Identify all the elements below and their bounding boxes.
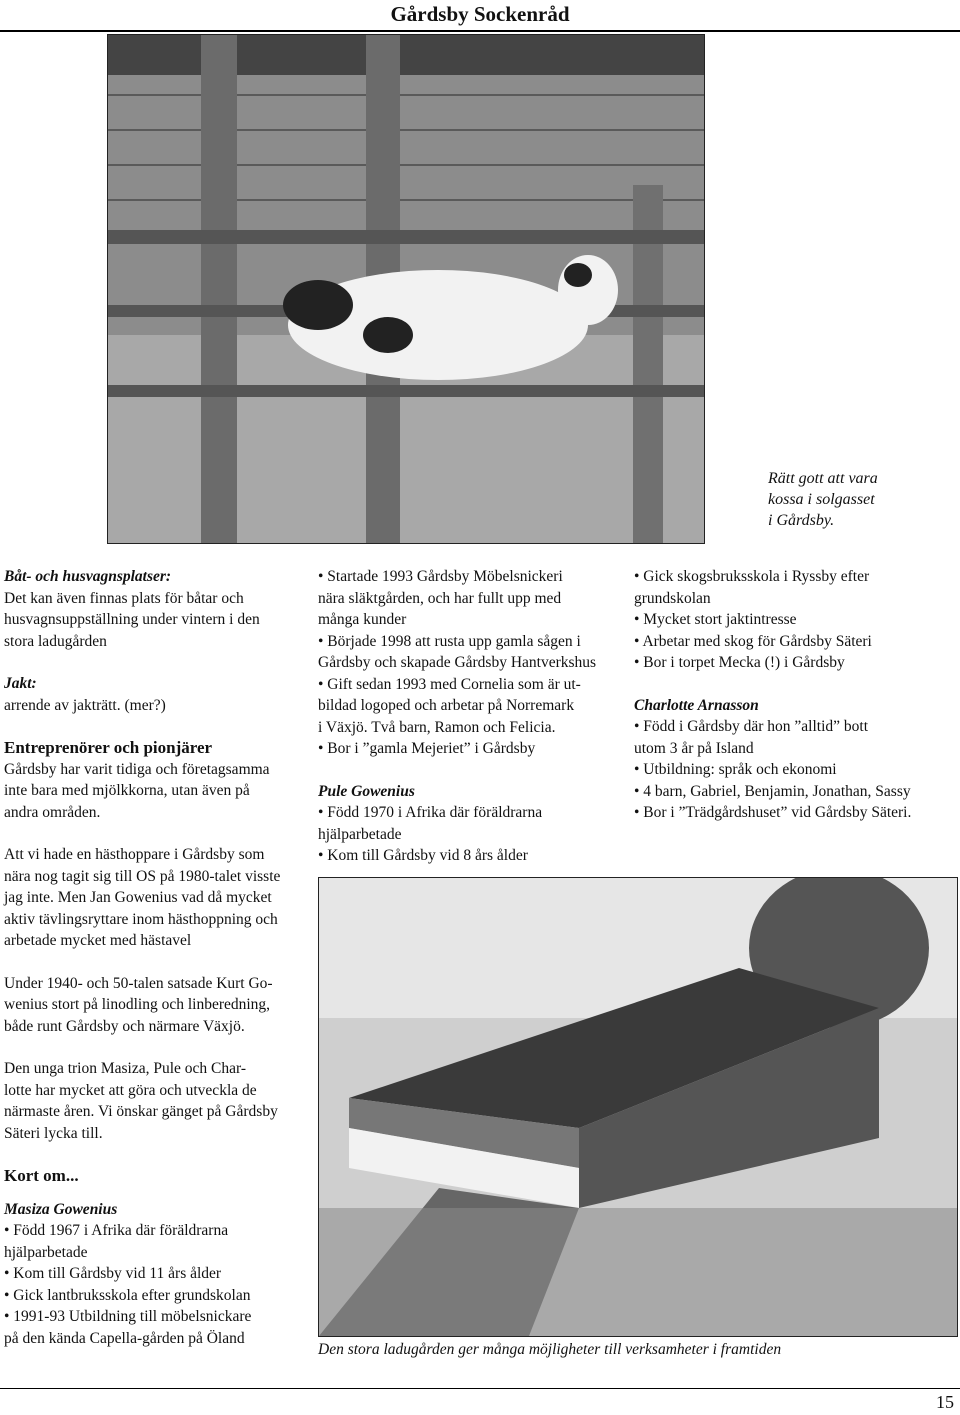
text-line: hjälparbetade — [4, 1243, 88, 1261]
boat-caravan-heading: Båt- och husvagnsplatser: — [4, 568, 172, 585]
text-line: husvagnsuppställning under vintern i den — [4, 611, 260, 628]
page-header-title: Gårdsby Sockenråd — [390, 2, 570, 26]
middle-column — [318, 566, 618, 867]
text-line: • Gift sedan 1993 med Cornelia som är ut- — [318, 675, 581, 693]
masiza-heading: Masiza Gowenius — [4, 1200, 118, 1218]
text-line: inte bara med mjölkkorna, utan även på — [4, 782, 250, 799]
text-line: • Född 1970 i Afrika där föräldrarna — [318, 804, 543, 821]
text-line: andra områden. — [4, 803, 101, 821]
text-line: i Växjö. Två barn, Ramon och Felicia. — [318, 718, 556, 736]
text-line: hjälparbetade — [318, 825, 402, 843]
right-column — [634, 566, 956, 824]
text-line: arbetade mycket med hästavel — [4, 932, 192, 949]
text-line: • 4 barn, Gabriel, Benjamin, Jonathan, Sassy — [634, 782, 911, 800]
text-line: • Gick lantbruksskola efter grundskolan — [4, 1286, 251, 1304]
left-column — [4, 566, 306, 1349]
text-line: • Arbetar med skog för Gårdsby Säteri — [634, 632, 872, 650]
text-line: • Kom till Gårdsby vid 8 års ålder — [318, 847, 528, 864]
kort-om-heading: Kort om... — [4, 1166, 79, 1185]
text-line: • Började 1998 att rusta upp gamla sågen i — [318, 632, 581, 650]
text-line: Det kan även finnas plats för båtar och — [4, 589, 244, 607]
text-line: • Född 1967 i Afrika där föräldrarna — [4, 1222, 229, 1239]
barn-illustration — [319, 878, 957, 1336]
text-line: stora ladugården — [4, 632, 107, 650]
text-line: • Utbildning: språk och ekonomi — [634, 761, 837, 778]
entrepreneurs-heading: Entreprenörer och pionjärer — [4, 738, 213, 757]
text-line: • Bor i ”gamla Mejeriet” i Gårdsby — [318, 740, 536, 757]
text-line: wenius stort på linodling och linberedning, — [4, 996, 271, 1013]
text-line: utom 3 år på Island — [634, 739, 754, 757]
text-line: Gårdsby har varit tidiga och företagsamma — [4, 760, 270, 778]
text-line: aktiv tävlingsryttare inom hästhoppning och — [4, 910, 278, 928]
text-line: Under 1940- och 50-talen satsade Kurt Go- — [4, 974, 273, 992]
text-line: många kunder — [318, 611, 407, 628]
cow-barn-illustration — [108, 35, 704, 543]
text-line: Gårdsby och skapade Gårdsby Hantverkshus — [318, 654, 597, 671]
barn-photo — [318, 877, 958, 1337]
text-line: bildad logoped och arbetar på Norremark — [318, 697, 575, 714]
footer-divider — [0, 1388, 960, 1389]
text-line: på den kända Capella-gården på Öland — [4, 1329, 245, 1347]
text-line: jag inte. Men Jan Gowenius vad då mycket — [4, 889, 272, 906]
text-line: lotte har mycket att göra och utveckla de — [4, 1081, 257, 1099]
text-line: • Startade 1993 Gårdsby Möbelsnickeri — [318, 568, 563, 585]
text-line: grundskolan — [634, 589, 711, 607]
hunting-heading: Jakt: — [4, 675, 37, 692]
text-line: både runt Gårdsby och närmare Växjö. — [4, 1017, 245, 1035]
text-line: nära släktgården, och har fullt upp med — [318, 589, 562, 607]
pule-heading: Pule Gowenius — [318, 782, 415, 800]
text-line: • Kom till Gårdsby vid 11 års ålder — [4, 1265, 222, 1282]
text-line: • Bor i ”Trädgårdshuset” vid Gårdsby Säteri. — [634, 804, 912, 821]
text-line: närmaste åren. Vi önskar gänget på Gårdsby — [4, 1103, 278, 1120]
text-line: Den unga trion Masiza, Pule och Char- — [4, 1060, 247, 1077]
caption-line: Rätt gott att vara — [768, 470, 878, 487]
text-line: • Bor i torpet Mecka (!) i Gårdsby — [634, 654, 845, 671]
text-line: • 1991-93 Utbildning till möbelsnickare — [4, 1308, 252, 1325]
caption-line: kossa i solgasset — [768, 491, 875, 508]
text-line: • Gick skogsbruksskola i Ryssby efter — [634, 568, 870, 585]
caption-line: i Gårdsby. — [768, 512, 835, 529]
text-line: Att vi hade en hästhoppare i Gårdsby som — [4, 846, 265, 863]
text-line: • Född i Gårdsby där hon ”alltid” bott — [634, 718, 869, 735]
text-line: • Mycket stort jaktintresse — [634, 611, 797, 628]
photo-caption-bottom: Den stora ladugården ger många möjligheter till verksamheter i framtiden — [318, 1341, 782, 1358]
photo-caption-top — [768, 468, 948, 531]
text-line: Säteri lycka till. — [4, 1124, 103, 1142]
text-line: arrende av jakträtt. (mer?) — [4, 696, 166, 714]
charlotte-heading: Charlotte Arnasson — [634, 696, 759, 714]
cow-barn-photo — [107, 34, 705, 544]
text-line: nära nog tagit sig till OS på 1980-talet visste — [4, 867, 281, 885]
page-number: 15 — [936, 1392, 954, 1412]
header-divider — [0, 30, 960, 32]
